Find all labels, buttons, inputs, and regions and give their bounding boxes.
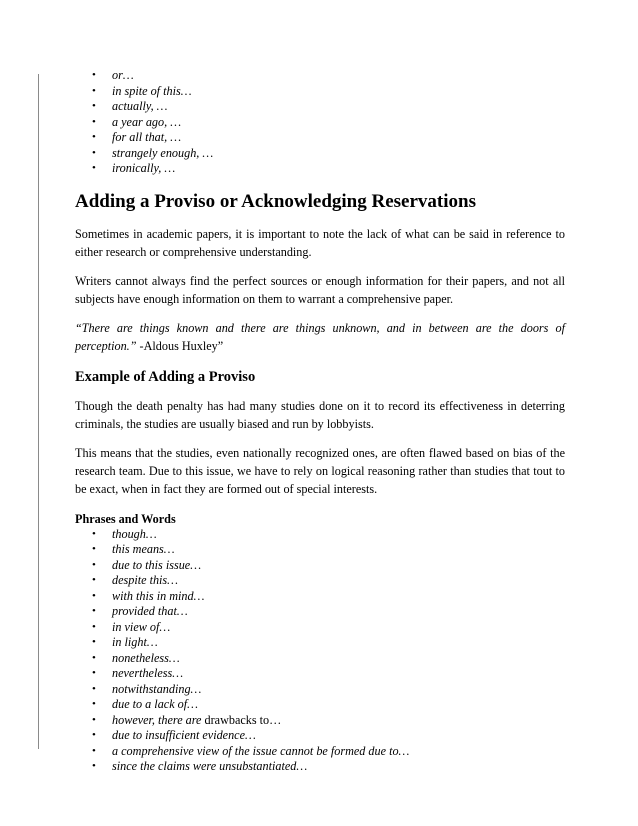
- list-item: • for all that, …: [92, 130, 182, 144]
- list-item: • nonetheless…: [92, 650, 180, 665]
- list-item: • actually, …: [92, 99, 168, 113]
- list-item: • in view of…: [92, 619, 171, 634]
- paragraph: Sometimes in academic papers, it is important to note the lack of what can be said in reference to either research or comprehensive understanding.: [75, 226, 565, 259]
- bullet-icon: •: [92, 69, 96, 81]
- list-item: • with this in mind…: [92, 588, 205, 603]
- bullet-icon: •: [92, 589, 96, 602]
- document-page: [75, 68, 565, 775]
- bullet-icon: •: [92, 698, 96, 710]
- bullet-icon: •: [92, 667, 96, 679]
- bullet-icon: •: [92, 760, 96, 772]
- list-item: • nevertheless…: [92, 666, 184, 680]
- list-item: • since the claims were unsubstantiated…: [92, 759, 308, 773]
- bullet-icon: •: [92, 682, 96, 695]
- paragraph: Writers cannot always find the perfect sources or enough information for their papers, and not all subjects have enough information on them to warrant a comprehensive paper.: [75, 273, 565, 306]
- bullet-icon: •: [92, 620, 96, 633]
- phrases-heading: Phrases and Words: [75, 511, 176, 526]
- list-item: • though…: [92, 526, 157, 541]
- list-item: • a year ago, …: [92, 114, 182, 129]
- list-item: • a comprehensive view of the issue cannot be formed due to…: [92, 743, 410, 758]
- bullet-icon: •: [92, 729, 96, 741]
- list-item: • provided that…: [92, 604, 188, 618]
- bullet-icon: •: [92, 115, 96, 128]
- bullet-icon: •: [92, 100, 96, 112]
- list-item: • strangely enough, …: [92, 145, 214, 160]
- list-item: • however, there are drawbacks to…: [92, 712, 282, 727]
- phrases-list: [75, 527, 565, 775]
- list-item: • despite this…: [92, 573, 179, 587]
- quote-text: “There are things known and there are things unknown, and in between are the doors of perception.”: [75, 320, 565, 353]
- example-heading: Example of Adding a Proviso: [75, 368, 256, 385]
- bullet-icon: •: [92, 527, 96, 540]
- paragraph: Though the death penalty has had many studies done on it to record its effectiveness in deterring criminals, the studies are usually biased and run by lobbyists.: [75, 398, 565, 431]
- list-item: • notwithstanding…: [92, 681, 202, 696]
- list-item: • due to a lack of…: [92, 697, 198, 711]
- section-heading: Adding a Proviso or Acknowledging Reservations: [75, 190, 476, 212]
- paragraph: This means that the studies, even nationally recognized ones, are often flawed based on bias of the research team. Due to this issue, we have to rely on logical reasoning rather than studies that tout to be exact, when in fact they are formed out of special interests.: [75, 445, 565, 496]
- bullet-icon: •: [92, 744, 96, 757]
- bullet-icon: •: [92, 605, 96, 617]
- list-item: • due to this issue…: [92, 557, 202, 572]
- list-item: • this means…: [92, 542, 175, 556]
- bullet-icon: •: [92, 543, 96, 555]
- bullet-icon: •: [92, 131, 96, 143]
- bullet-icon: •: [92, 574, 96, 586]
- list-item: • in spite of this…: [92, 83, 192, 98]
- list-item: • due to insufficient evidence…: [92, 728, 256, 742]
- bullet-icon: •: [92, 713, 96, 726]
- margin-rule: [38, 74, 39, 749]
- bullet-icon: •: [92, 84, 96, 97]
- quote-paragraph: [75, 319, 565, 355]
- bullet-icon: •: [92, 651, 96, 664]
- quote-author: -Aldous Huxley”: [136, 338, 224, 353]
- list-item: • in light…: [92, 635, 158, 649]
- bullet-icon: •: [92, 162, 96, 174]
- list-item: • or…: [92, 68, 134, 82]
- transition-phrases-list: [75, 68, 565, 177]
- bullet-icon: •: [92, 146, 96, 159]
- bullet-icon: •: [92, 558, 96, 571]
- list-item: • ironically, …: [92, 161, 176, 175]
- bullet-icon: •: [92, 636, 96, 648]
